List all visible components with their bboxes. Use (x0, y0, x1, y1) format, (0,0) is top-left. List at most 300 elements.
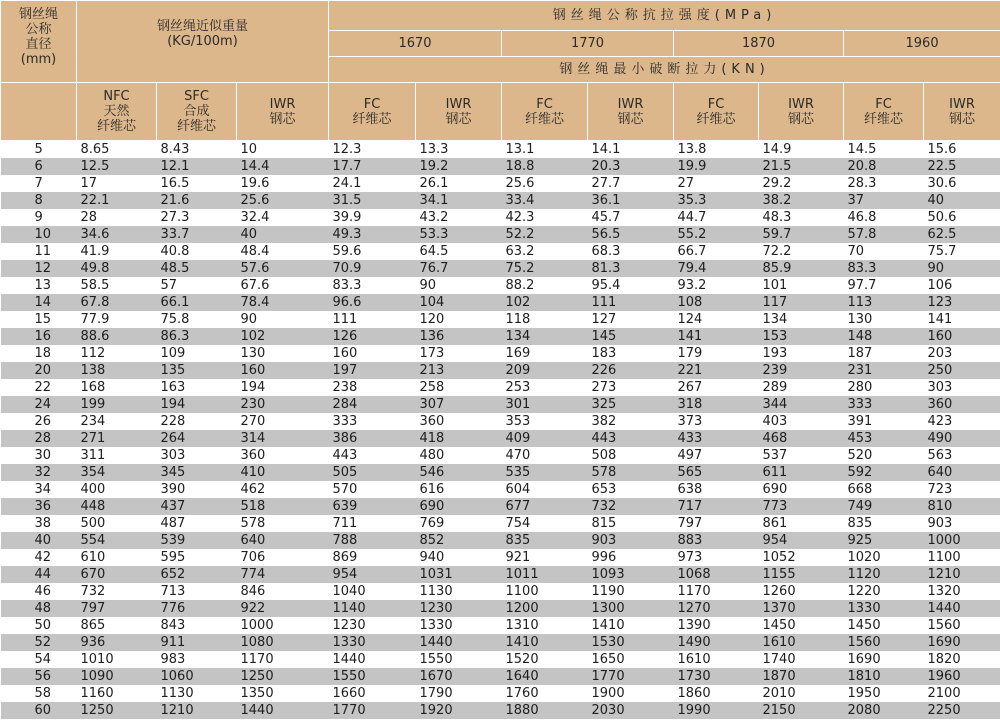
value-cell: 25.6 (237, 192, 329, 209)
value-cell: 754 (502, 515, 588, 532)
value-cell: 996 (588, 549, 674, 566)
value-cell: 76.7 (416, 260, 502, 277)
value-cell: 1690 (924, 634, 1000, 651)
value-cell: 234 (77, 413, 157, 430)
table-row (1, 549, 1000, 566)
value-cell: 640 (924, 464, 1000, 481)
value-cell: 1040 (329, 583, 416, 600)
value-cell: 48.5 (157, 260, 237, 277)
header-line: 纤维芯 (352, 111, 392, 127)
value-cell: 1560 (924, 617, 1000, 634)
value-cell: 183 (588, 345, 674, 362)
value-cell: 835 (844, 515, 924, 532)
diameter-cell: 12 (1, 260, 77, 277)
value-cell: 303 (924, 379, 1000, 396)
value-cell: 1920 (416, 702, 502, 719)
tensile-strength-header: 钢丝绳公称抗拉强度(MPa) (329, 1, 1000, 31)
value-cell: 102 (237, 328, 329, 345)
header-line: 纤维芯 (176, 119, 216, 134)
value-cell: 668 (844, 481, 924, 498)
value-cell: 173 (416, 345, 502, 362)
value-cell: 127 (588, 311, 674, 328)
value-cell: 22.1 (77, 192, 157, 209)
value-cell: 303 (157, 447, 237, 464)
value-cell: 21.5 (759, 158, 844, 175)
value-cell: 24.1 (329, 175, 416, 192)
header-line: IWR (949, 96, 975, 112)
diameter-cell: 30 (1, 447, 77, 464)
header-line: 纤维芯 (524, 111, 564, 127)
value-cell: 333 (329, 413, 416, 430)
iwr-weight-header (237, 83, 329, 141)
value-cell: 20.3 (588, 158, 674, 175)
value-cell: 652 (157, 566, 237, 583)
value-cell: 15.6 (924, 141, 1000, 159)
table-row (1, 634, 1000, 651)
value-cell: 616 (416, 481, 502, 498)
diameter-cell: 36 (1, 498, 77, 515)
value-cell: 17 (77, 175, 157, 192)
value-cell: 17.7 (329, 158, 416, 175)
value-cell: 563 (924, 447, 1000, 464)
value-cell: 353 (502, 413, 588, 430)
header-line: (KG/100m) (167, 34, 238, 49)
value-cell: 66.7 (674, 243, 759, 260)
value-cell: 717 (674, 498, 759, 515)
value-cell: 940 (416, 549, 502, 566)
value-cell: 835 (502, 532, 588, 549)
table-row (1, 685, 1000, 702)
value-cell: 21.6 (157, 192, 237, 209)
value-cell: 390 (157, 481, 237, 498)
value-cell: 27.3 (157, 209, 237, 226)
value-cell: 653 (588, 481, 674, 498)
value-cell: 29.2 (759, 175, 844, 192)
value-cell: 325 (588, 396, 674, 413)
value-cell: 13.3 (416, 141, 502, 159)
value-cell: 1330 (416, 617, 502, 634)
value-cell: 1000 (924, 532, 1000, 549)
value-cell: 508 (588, 447, 674, 464)
value-cell: 226 (588, 362, 674, 379)
table-row (1, 532, 1000, 549)
table-row (1, 498, 1000, 515)
value-cell: 96.6 (329, 294, 416, 311)
value-cell: 59.6 (329, 243, 416, 260)
value-cell: 36.1 (588, 192, 674, 209)
value-cell: 487 (157, 515, 237, 532)
value-cell: 34.6 (77, 226, 157, 243)
value-cell: 360 (924, 396, 1000, 413)
value-cell: 497 (674, 447, 759, 464)
value-cell: 677 (502, 498, 588, 515)
value-cell: 749 (844, 498, 924, 515)
value-cell: 58.5 (77, 277, 157, 294)
value-cell: 1390 (674, 617, 759, 634)
value-cell: 19.2 (416, 158, 502, 175)
table-row (1, 396, 1000, 413)
diameter-cell: 40 (1, 532, 77, 549)
value-cell: 846 (237, 583, 329, 600)
value-cell: 230 (237, 396, 329, 413)
value-cell: 136 (416, 328, 502, 345)
value-cell: 973 (674, 549, 759, 566)
value-cell: 1950 (844, 685, 924, 702)
value-cell: 1250 (237, 668, 329, 685)
value-cell: 539 (157, 532, 237, 549)
diameter-cell: 18 (1, 345, 77, 362)
value-cell: 35.3 (674, 192, 759, 209)
diameter-cell: 34 (1, 481, 77, 498)
header-line: IWR (788, 96, 814, 112)
value-cell: 27.7 (588, 175, 674, 192)
diameter-cell: 13 (1, 277, 77, 294)
value-cell: 423 (924, 413, 1000, 430)
value-cell: 360 (237, 447, 329, 464)
value-cell: 1860 (674, 685, 759, 702)
value-cell: 1100 (924, 549, 1000, 566)
value-cell: 382 (588, 413, 674, 430)
value-cell: 83.3 (329, 277, 416, 294)
table-row (1, 515, 1000, 532)
table-row (1, 600, 1000, 617)
fc-1870-header (674, 83, 759, 141)
value-cell: 50.6 (924, 209, 1000, 226)
value-cell: 194 (157, 396, 237, 413)
diameter-cell: 46 (1, 583, 77, 600)
diameter-cell: 48 (1, 600, 77, 617)
table-row (1, 141, 1000, 159)
value-cell: 22.5 (924, 158, 1000, 175)
value-cell: 113 (844, 294, 924, 311)
value-cell: 138 (77, 362, 157, 379)
value-cell: 160 (237, 362, 329, 379)
value-cell: 1440 (329, 651, 416, 668)
value-cell: 38.2 (759, 192, 844, 209)
table-row (1, 209, 1000, 226)
value-cell: 1210 (157, 702, 237, 719)
value-cell: 34.1 (416, 192, 502, 209)
value-cell: 83.3 (844, 260, 924, 277)
value-cell: 1440 (237, 702, 329, 719)
value-cell: 468 (759, 430, 844, 447)
value-cell: 2150 (759, 702, 844, 719)
diameter-cell: 32 (1, 464, 77, 481)
value-cell: 239 (759, 362, 844, 379)
value-cell: 46.8 (844, 209, 924, 226)
header-line: 纤维芯 (696, 111, 736, 127)
value-cell: 267 (674, 379, 759, 396)
diameter-cell: 38 (1, 515, 77, 532)
value-cell: 40.8 (157, 243, 237, 260)
value-cell: 1080 (237, 634, 329, 651)
value-cell: 63.2 (502, 243, 588, 260)
value-cell: 409 (502, 430, 588, 447)
value-cell: 1770 (329, 702, 416, 719)
value-cell: 732 (588, 498, 674, 515)
value-cell: 2100 (924, 685, 1000, 702)
header-line: 钢丝绳 (18, 7, 58, 22)
value-cell: 97.7 (844, 277, 924, 294)
value-cell: 1810 (844, 668, 924, 685)
value-cell: 925 (844, 532, 924, 549)
value-cell: 40 (924, 192, 1000, 209)
value-cell: 1550 (416, 651, 502, 668)
table-row (1, 294, 1000, 311)
diameter-cell: 54 (1, 651, 77, 668)
value-cell: 64.5 (416, 243, 502, 260)
diameter-cell: 6 (1, 158, 77, 175)
diameter-cell: 50 (1, 617, 77, 634)
value-cell: 42.3 (502, 209, 588, 226)
value-cell: 199 (77, 396, 157, 413)
value-cell: 75.8 (157, 311, 237, 328)
value-cell: 954 (759, 532, 844, 549)
value-cell: 1440 (924, 600, 1000, 617)
header-line: FC (707, 96, 725, 112)
value-cell: 903 (588, 532, 674, 549)
value-cell: 713 (157, 583, 237, 600)
value-cell: 135 (157, 362, 237, 379)
table-row (1, 379, 1000, 396)
value-cell: 33.4 (502, 192, 588, 209)
grade-1870-header: 1870 (674, 31, 844, 57)
value-cell: 75.2 (502, 260, 588, 277)
value-cell: 391 (844, 413, 924, 430)
table-row (1, 430, 1000, 447)
value-cell: 592 (844, 464, 924, 481)
value-cell: 1450 (844, 617, 924, 634)
iwr-1770-header (588, 83, 674, 141)
value-cell: 810 (924, 498, 1000, 515)
value-cell: 28.3 (844, 175, 924, 192)
value-cell: 518 (237, 498, 329, 515)
value-cell: 883 (674, 532, 759, 549)
value-cell: 520 (844, 447, 924, 464)
value-cell: 1990 (674, 702, 759, 719)
value-cell: 462 (237, 481, 329, 498)
value-cell: 270 (237, 413, 329, 430)
value-cell: 1560 (844, 634, 924, 651)
value-cell: 453 (844, 430, 924, 447)
value-cell: 14.9 (759, 141, 844, 159)
value-cell: 345 (157, 464, 237, 481)
value-cell: 1020 (844, 549, 924, 566)
value-cell: 168 (77, 379, 157, 396)
diameter-cell: 15 (1, 311, 77, 328)
diameter-header (1, 1, 77, 83)
value-cell: 77.9 (77, 311, 157, 328)
fc-1670-header (329, 83, 416, 141)
value-cell: 14.4 (237, 158, 329, 175)
value-cell: 815 (588, 515, 674, 532)
value-cell: 57.6 (237, 260, 329, 277)
header-line: 钢芯 (269, 111, 296, 127)
value-cell: 1370 (759, 600, 844, 617)
table-row (1, 702, 1000, 719)
diameter-cell: 11 (1, 243, 77, 260)
iwr-1960-header (924, 83, 1000, 141)
diameter-cell: 24 (1, 396, 77, 413)
value-cell: 1770 (588, 668, 674, 685)
value-cell: 93.2 (674, 277, 759, 294)
value-cell: 70 (844, 243, 924, 260)
value-cell: 1031 (416, 566, 502, 583)
value-cell: 160 (924, 328, 1000, 345)
value-cell: 39.9 (329, 209, 416, 226)
value-cell: 14.5 (844, 141, 924, 159)
fc-1960-header (844, 83, 924, 141)
value-cell: 400 (77, 481, 157, 498)
value-cell: 10 (237, 141, 329, 159)
table-row (1, 311, 1000, 328)
diameter-cell: 60 (1, 702, 77, 719)
value-cell: 2030 (588, 702, 674, 719)
table-row (1, 243, 1000, 260)
table-header (1, 1, 1000, 141)
table-row (1, 192, 1000, 209)
value-cell: 1670 (416, 668, 502, 685)
breaking-force-header: 钢丝绳最小破断拉力(KN) (329, 57, 1000, 83)
value-cell: 1520 (502, 651, 588, 668)
value-cell: 250 (924, 362, 1000, 379)
value-cell: 638 (674, 481, 759, 498)
nfc-weight-header (77, 83, 157, 141)
value-cell: 490 (924, 430, 1000, 447)
value-cell: 85.9 (759, 260, 844, 277)
value-cell: 1350 (237, 685, 329, 702)
value-cell: 86.3 (157, 328, 237, 345)
value-cell: 68.3 (588, 243, 674, 260)
value-cell: 213 (416, 362, 502, 379)
value-cell: 774 (237, 566, 329, 583)
value-cell: 1120 (844, 566, 924, 583)
table-row (1, 158, 1000, 175)
fc-1770-header (502, 83, 588, 141)
value-cell: 448 (77, 498, 157, 515)
value-cell: 57 (157, 277, 237, 294)
value-cell: 1640 (502, 668, 588, 685)
value-cell: 2010 (759, 685, 844, 702)
value-cell: 1170 (237, 651, 329, 668)
value-cell: 134 (502, 328, 588, 345)
value-cell: 88.6 (77, 328, 157, 345)
value-cell: 1690 (844, 651, 924, 668)
value-cell: 344 (759, 396, 844, 413)
value-cell: 141 (924, 311, 1000, 328)
value-cell: 1000 (237, 617, 329, 634)
iwr-1670-header (416, 83, 502, 141)
header-line: 公称 (25, 22, 52, 37)
value-cell: 148 (844, 328, 924, 345)
value-cell: 90 (237, 311, 329, 328)
value-cell: 145 (588, 328, 674, 345)
value-cell: 1740 (759, 651, 844, 668)
value-cell: 1093 (588, 566, 674, 583)
value-cell: 360 (416, 413, 502, 430)
value-cell: 66.1 (157, 294, 237, 311)
grade-1960-header: 1960 (844, 31, 1000, 57)
value-cell: 1450 (759, 617, 844, 634)
value-cell: 26.1 (416, 175, 502, 192)
value-cell: 1870 (759, 668, 844, 685)
value-cell: 1210 (924, 566, 1000, 583)
value-cell: 12.5 (77, 158, 157, 175)
value-cell: 41.9 (77, 243, 157, 260)
value-cell: 595 (157, 549, 237, 566)
diameter-cell: 58 (1, 685, 77, 702)
table-row (1, 277, 1000, 294)
diameter-subheader (1, 83, 77, 141)
value-cell: 48.4 (237, 243, 329, 260)
value-cell: 1011 (502, 566, 588, 583)
value-cell: 67.8 (77, 294, 157, 311)
value-cell: 53.3 (416, 226, 502, 243)
value-cell: 578 (237, 515, 329, 532)
value-cell: 20.8 (844, 158, 924, 175)
value-cell: 1320 (924, 583, 1000, 600)
value-cell: 570 (329, 481, 416, 498)
value-cell: 797 (77, 600, 157, 617)
value-cell: 37 (844, 192, 924, 209)
table-row (1, 583, 1000, 600)
header-line: FC (536, 96, 553, 112)
value-cell: 75.7 (924, 243, 1000, 260)
diameter-cell: 20 (1, 362, 77, 379)
value-cell: 546 (416, 464, 502, 481)
value-cell: 797 (674, 515, 759, 532)
value-cell: 14.1 (588, 141, 674, 159)
diameter-cell: 56 (1, 668, 77, 685)
table-row (1, 345, 1000, 362)
value-cell: 1170 (674, 583, 759, 600)
value-cell: 16.5 (157, 175, 237, 192)
table-row (1, 617, 1000, 634)
header-line: 钢芯 (949, 111, 976, 127)
value-cell: 1230 (329, 617, 416, 634)
value-cell: 1530 (588, 634, 674, 651)
table-row (1, 328, 1000, 345)
value-cell: 238 (329, 379, 416, 396)
header-line: 直径 (25, 37, 52, 52)
value-cell: 1160 (77, 685, 157, 702)
value-cell: 1410 (588, 617, 674, 634)
table-row (1, 413, 1000, 430)
value-cell: 769 (416, 515, 502, 532)
value-cell: 480 (416, 447, 502, 464)
value-cell: 280 (844, 379, 924, 396)
value-cell: 410 (237, 464, 329, 481)
value-cell: 578 (588, 464, 674, 481)
value-cell: 433 (674, 430, 759, 447)
value-cell: 505 (329, 464, 416, 481)
header-line: SFC (184, 89, 209, 104)
value-cell: 179 (674, 345, 759, 362)
value-cell: 130 (237, 345, 329, 362)
value-cell: 55.2 (674, 226, 759, 243)
value-cell: 13.8 (674, 141, 759, 159)
value-cell: 1660 (329, 685, 416, 702)
value-cell: 1650 (588, 651, 674, 668)
value-cell: 31.5 (329, 192, 416, 209)
value-cell: 203 (924, 345, 1000, 362)
value-cell: 62.5 (924, 226, 1000, 243)
value-cell: 1730 (674, 668, 759, 685)
value-cell: 25.6 (502, 175, 588, 192)
value-cell: 443 (329, 447, 416, 464)
value-cell: 59.7 (759, 226, 844, 243)
value-cell: 111 (588, 294, 674, 311)
